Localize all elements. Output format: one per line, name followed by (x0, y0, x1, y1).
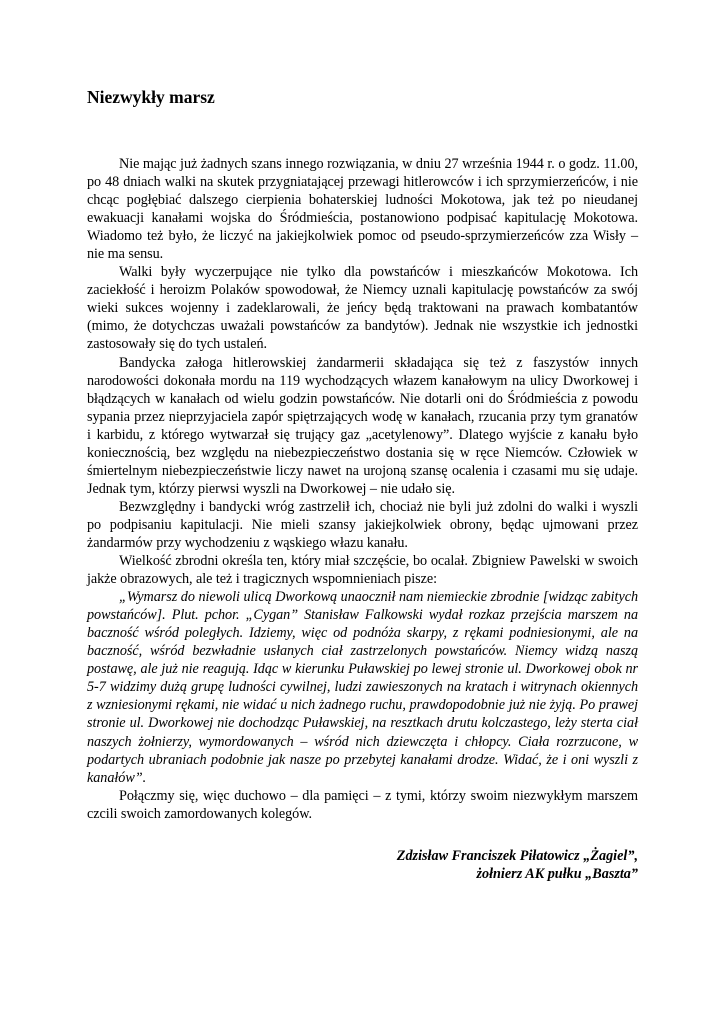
signature-affiliation: żołnierz AK pułku „Baszta” (476, 865, 638, 882)
closing-paragraph: Połączmy się, więc duchowo – dla pamięci – z tymi, którzy swoim niezwykłym marszem czcili swoich zamordowanych kolegów. (87, 787, 638, 822)
paragraph: Bandycka załoga hitlerowskiej żandarmerii składająca się też z faszystów innych narodowości dokonała mordu na 119 wychodzących włazem kanałowym na ulicy Dworkowej i błądzących w kanałach od wielu godzin powstańców. Nie dotarli oni do Śródmieścia z powodu sypania przez nieprzyjaciela zapór spiętrzających wodę w kanałach, rzucania przy tym granatów i karbidu, z którego wytwarzał się trujący gaz „acetylenowy”. Dlatego wyjście z kanału było koniecznością, bez względu na niebezpieczeństwo dostania się w ręce Niemców. Człowiek w śmiertelnym niebezpieczeństwie liczy nawet na urojoną szansę ocalenia i czasami mu się udaje. Jednak tym, którzy pierwsi wyszli na Dworkowej – nie udało się. (87, 354, 638, 497)
paragraph: Walki były wyczerpujące nie tylko dla powstańców i mieszkańców Mokotowa. Ich zaciekłość i heroizm Polaków spowodował, że Niemcy uznali kapitulację powstańców za swój wieki sukces wojenny i zadeklarowali, że jeńcy będą traktowani na prawach kombatantów (mimo, że dotychczas uważali powstańców za bandytów). Jednak nie wszystkie ich jednostki zastosowały się do tych ustaleń. (87, 264, 638, 353)
quote-paragraph: „Wymarsz do niewoli ulicą Dworkową unaocznił nam niemieckie zbrodnie [widząc zabitych powstańców]. Plut. pchor. „Cygan” Stanisław Falkowski wydał rozkaz przejścia marszem na baczność wśród poległych. Idziemy, więc od podnóża skarpy, z rękami podniesionymi, ale na baczność, wśród bezwładnie usłanych ciał zastrzelonych powstańców. Niemcy widzą naszą postawę, ale już nie reagują. Idąc w kierunku Puławskiej po lewej stronie ul. Dworkowej obok nr 5-7 widzimy dużą grupę ludności cywilnej, ludzi zawieszonych na kratach i witrynach okiennych z wzniesionymi rękami, nie widać u nich żadnego ruchu, prawdopodobnie już nie żyją. Po prawej stronie ul. Dworkowej nie dochodząc Puławskiej, na resztkach drutu kolczastego, leży sterta ciał naszych żołnierzy, wymordowanych – wśród nich dziewczęta i chłopcy. Ciała rozrzucone, w podartych ubraniach podobnie jak nasze po przebytej kanałami drodze. Widać, że i oni wyszli z kanałów”. (87, 589, 638, 786)
document-body (87, 155, 638, 823)
paragraph: Nie mając już żadnych szans innego rozwiązania, w dniu 27 września 1944 r. o godz. 11.00, po 48 dniach walki na skutek przygniatającej przewagi hitlerowców i ich sprzymierzeńców, i nie chcąc pogłębiać dalszego cierpienia bohaterskiej ludności Mokotowa, jak też po nieudanej ewakuacji kanałami wojska do Śródmieścia, postanowiono podpisać kapitulację Mokotowa. Wiadomo też było, że liczyć na jakiejkolwiek pomoc od pseudo-sprzymierzeńców zza Wisły – nie ma sensu. (87, 156, 638, 263)
signature-name: Zdzisław Franciszek Piłatowicz „Żagiel”, (396, 847, 638, 864)
paragraph: Bezwzględny i bandycki wróg zastrzelił ich, chociaż nie byli już zdolni do walki i wyszli po podpisaniu kapitulacji. Nie mieli szansy jakiejkolwiek obrony, będąc ujmowani przez żandarmów przy wychodzeniu z wąskiego włazu kanału. (87, 498, 638, 551)
signature (87, 847, 638, 883)
paragraph: Wielkość zbrodni określa ten, który miał szczęście, bo ocalał. Zbigniew Pawelski w swoich jakże obrazowych, ale też i tragicznych wspomnieniach pisze: (87, 553, 638, 588)
document-title: Niezwykły marsz (87, 87, 215, 107)
document-page (87, 86, 638, 883)
